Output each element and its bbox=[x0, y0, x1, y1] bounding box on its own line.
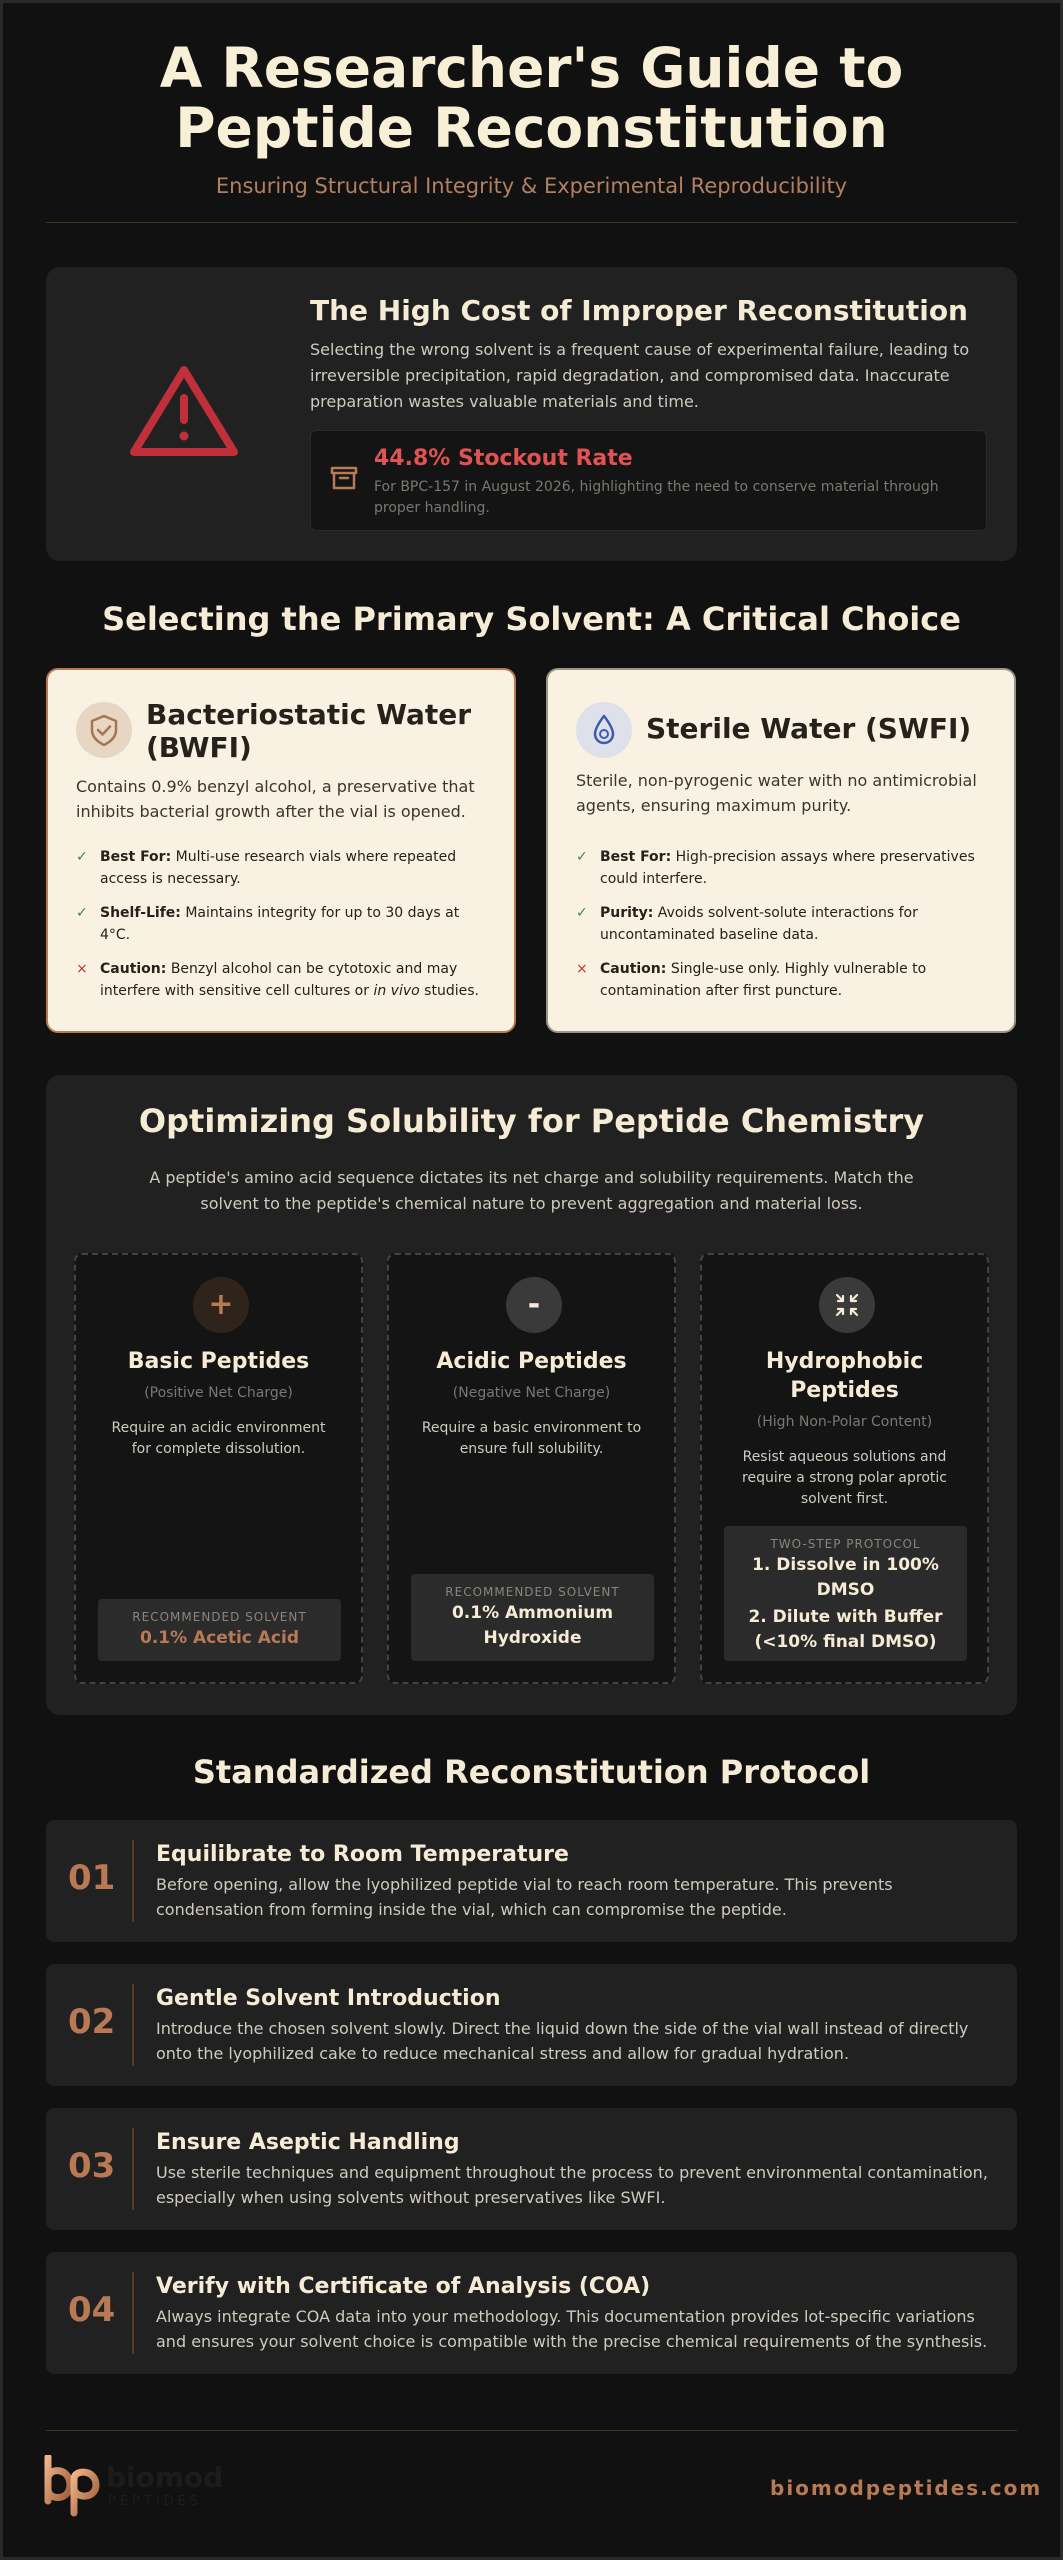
svg-text:biomod: biomod bbox=[106, 2461, 224, 2494]
bwfi-title: Bacteriostatic Water (BWFI) bbox=[146, 698, 472, 764]
check-icon: ✓ bbox=[576, 905, 588, 921]
check-icon: ✓ bbox=[576, 849, 588, 865]
warning-triangle-icon bbox=[126, 362, 242, 462]
acidic-peptides-card bbox=[387, 1253, 676, 1684]
bwfi-card bbox=[46, 668, 516, 1033]
step-divider bbox=[132, 2128, 134, 2210]
protocol-step bbox=[46, 1820, 1017, 1942]
peptide-title: Basic Peptides bbox=[127, 1349, 310, 1374]
swfi-description: Sterile, non-pyrogenic water with no antimicrobial agents, ensuring maximum purity. bbox=[576, 771, 977, 815]
svg-text:PEPTIDES: PEPTIDES bbox=[108, 2494, 203, 2509]
page-subtitle: Ensuring Structural Integrity & Experimental Reproducibility bbox=[215, 174, 848, 198]
header bbox=[0, 38, 1063, 198]
minus-icon: - bbox=[506, 1277, 562, 1333]
cost-description: Selecting the wrong solvent is a frequent cause of experimental failure, leading to irreversible precipitation, rapid degradation, and compromised data. Inaccurate preparation wastes valuable materials and time. bbox=[310, 340, 970, 411]
swfi-card bbox=[546, 668, 1016, 1033]
compress-arrows-icon bbox=[819, 1277, 875, 1333]
step-number: 03 bbox=[68, 2146, 116, 2186]
improper-reconstitution-card bbox=[46, 267, 1017, 561]
protocol-step bbox=[46, 2252, 1017, 2374]
two-step-protocol: TWO-STEP PROTOCOL 1. Dissolve in 100% DMSO 2. Dilute with Buffer (<10% final DMSO) bbox=[724, 1526, 967, 1661]
protocol-step bbox=[46, 1964, 1017, 2086]
swfi-list bbox=[576, 846, 991, 1014]
bwfi-description: Contains 0.9% benzyl alcohol, a preservative that inhibits bacterial growth after the vial is opened. bbox=[76, 777, 475, 821]
swfi-title: Sterile Water (SWFI) bbox=[646, 712, 972, 745]
step-number: 04 bbox=[68, 2290, 116, 2330]
biomod-logo bbox=[44, 2455, 254, 2517]
step-number: 02 bbox=[68, 2002, 116, 2042]
peptide-charge: (Positive Net Charge) bbox=[144, 1385, 293, 1401]
step-text: Use sterile techniques and equipment throughout the process to prevent environmental contamination, especially when using solvents without preservatives like SWFI. bbox=[156, 2163, 988, 2207]
stockout-rate: 44.8% Stockout Rate bbox=[374, 446, 633, 471]
droplet-icon bbox=[576, 702, 632, 758]
step-text: Always integrate COA data into your methodology. This documentation provides lot-specific variations and ensures your solvent choice is compatible with the precise chemical requirements of the synthesis. bbox=[156, 2307, 988, 2351]
stockout-box bbox=[310, 430, 987, 531]
page-title: A Researcher's Guide to Peptide Reconstitution bbox=[159, 36, 904, 160]
peptide-charge: (Negative Net Charge) bbox=[452, 1385, 611, 1401]
step-title: Ensure Aseptic Handling bbox=[156, 2130, 460, 2155]
peptide-description: Resist aqueous solutions and require a strong polar aprotic solvent first. bbox=[742, 1449, 947, 1507]
peptide-title: Hydrophobic Peptides bbox=[765, 1349, 924, 1403]
peptide-charge: (High Non-Polar Content) bbox=[756, 1414, 933, 1430]
check-icon: ✓ bbox=[76, 905, 88, 921]
step-title: Verify with Certificate of Analysis (COA) bbox=[156, 2274, 651, 2299]
website-link[interactable]: biomodpeptides.com bbox=[770, 2476, 1043, 2500]
step-number: 01 bbox=[68, 1858, 116, 1898]
solvent-section-title: Selecting the Primary Solvent: A Critical Choice bbox=[102, 600, 961, 638]
list-item: ✓ Shelf-Life: Maintains integrity for up to 30 days at 4°C. bbox=[76, 902, 491, 946]
recommended-solvent: RECOMMENDED SOLVENT 0.1% Ammonium Hydroxide bbox=[411, 1574, 654, 1661]
shield-check-icon bbox=[76, 702, 132, 758]
step-text: Introduce the chosen solvent slowly. Direct the liquid down the side of the vial wall instead of directly onto the lyophilized cake to reduce mechanical stress and allow for gradual hydration. bbox=[156, 2019, 969, 2063]
list-item: ✓ Purity: Avoids solvent-solute interactions for uncontaminated baseline data. bbox=[576, 902, 991, 946]
protocol-title: Standardized Reconstitution Protocol bbox=[192, 1753, 871, 1791]
step-text: Before opening, allow the lyophilized peptide vial to reach room temperature. This prevents condensation from forming inside the vial, which can compromise the peptide. bbox=[156, 1875, 893, 1919]
list-item: ✓ Best For: High-precision assays where preservatives could interfere. bbox=[576, 846, 991, 890]
step-divider bbox=[132, 1840, 134, 1922]
check-icon: ✓ bbox=[76, 849, 88, 865]
list-item: × Caution: Benzyl alcohol can be cytotoxic and may interfere with sensitive cell cultures or in vivo studies. bbox=[76, 958, 491, 1002]
header-divider bbox=[46, 222, 1017, 223]
solubility-section bbox=[46, 1075, 1017, 1715]
box-icon bbox=[329, 463, 359, 493]
step-title: Gentle Solvent Introduction bbox=[156, 1986, 501, 2011]
cross-icon: × bbox=[576, 961, 588, 977]
peptide-description: Require an acidic environment for complete dissolution. bbox=[111, 1420, 326, 1457]
basic-peptides-card bbox=[74, 1253, 363, 1684]
footer-divider bbox=[46, 2430, 1017, 2431]
hydrophobic-peptides-card bbox=[700, 1253, 989, 1684]
step-divider bbox=[132, 2272, 134, 2354]
list-item: ✓ Best For: Multi-use research vials where repeated access is necessary. bbox=[76, 846, 491, 890]
cost-title: The High Cost of Improper Reconstitution bbox=[310, 294, 968, 327]
plus-icon: + bbox=[193, 1277, 249, 1333]
cross-icon: × bbox=[76, 961, 88, 977]
stockout-note: For BPC-157 in August 2026, highlighting the need to conserve material through proper handling. bbox=[374, 479, 939, 516]
list-item: × Caution: Single-use only. Highly vulnerable to contamination after first puncture. bbox=[576, 958, 991, 1002]
peptide-description: Require a basic environment to ensure full solubility. bbox=[421, 1420, 642, 1457]
protocol-step bbox=[46, 2108, 1017, 2230]
solubility-intro: A peptide's amino acid sequence dictates its net charge and solubility requirements. Match the solvent to the peptide's chemical nature to prevent aggregation and material loss. bbox=[149, 1168, 914, 1213]
step-title: Equilibrate to Room Temperature bbox=[156, 1842, 569, 1867]
recommended-solvent: RECOMMENDED SOLVENT 0.1% Acetic Acid bbox=[98, 1599, 341, 1661]
bwfi-list bbox=[76, 846, 491, 1014]
peptide-title: Acidic Peptides bbox=[436, 1349, 627, 1374]
step-divider bbox=[132, 1984, 134, 2066]
solubility-title: Optimizing Solubility for Peptide Chemistry bbox=[138, 1102, 925, 1140]
